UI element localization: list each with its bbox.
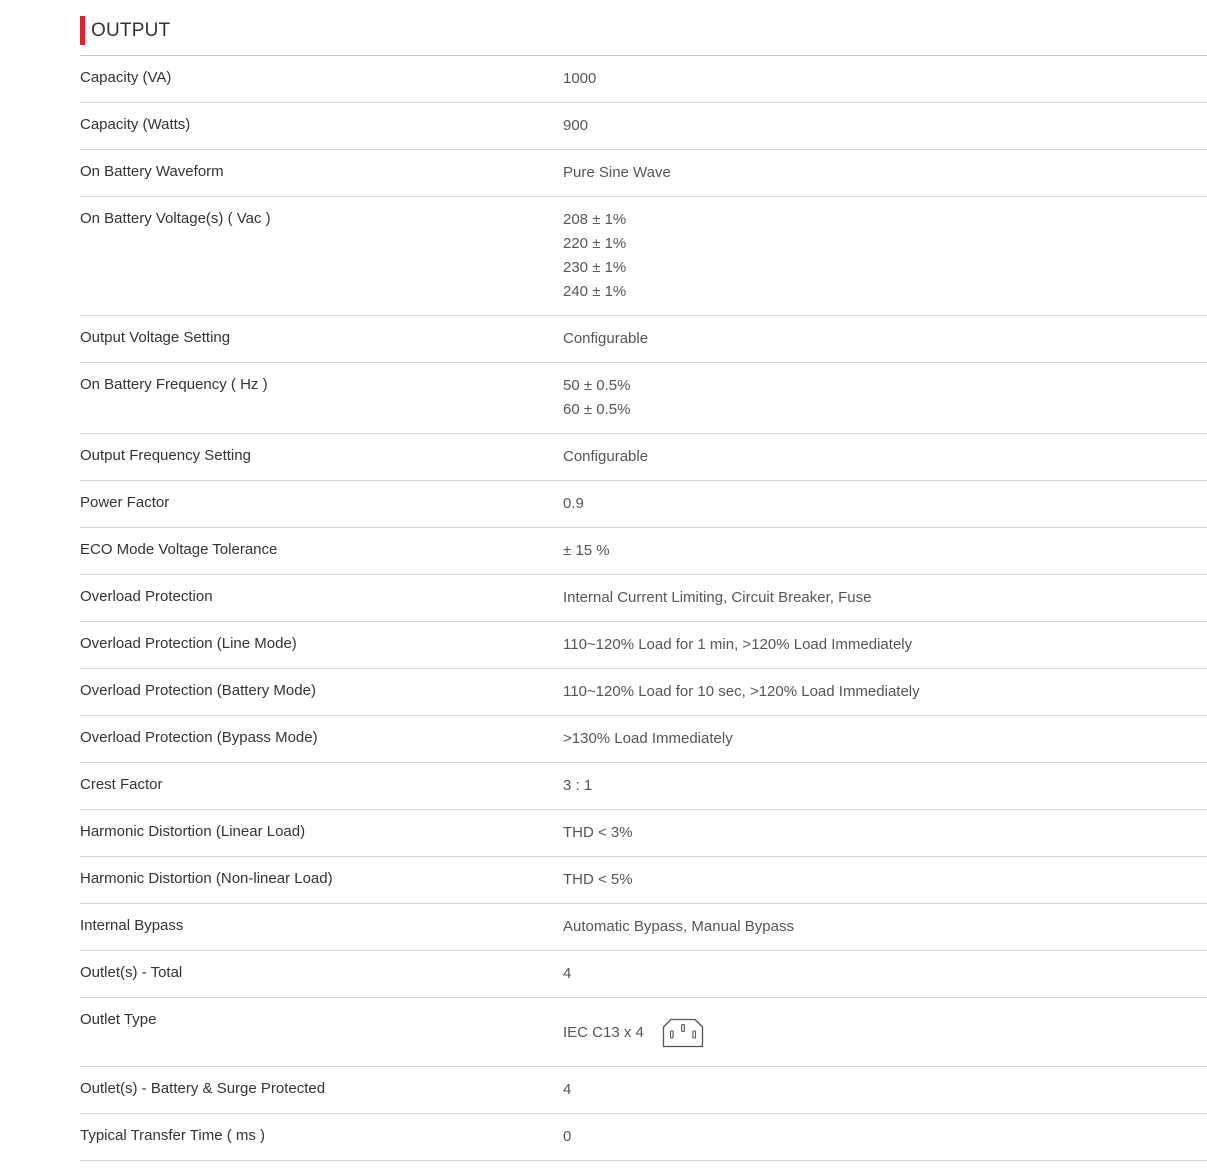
spec-row — [80, 669, 1207, 716]
section-header — [80, 0, 1207, 56]
spec-label: Overload Protection — [80, 588, 213, 605]
spec-value-line: 900 — [563, 117, 589, 134]
spec-label: Typical Transfer Time ( ms ) — [80, 1127, 266, 1144]
spec-row — [80, 575, 1207, 622]
spec-value — [563, 633, 1207, 668]
spec-label: Harmonic Distortion (Linear Load) — [80, 823, 306, 840]
iec-c13-outlet-icon — [662, 1018, 704, 1048]
spec-value-line: 60 ± 0.5% — [563, 401, 631, 418]
spec-value — [563, 1078, 1207, 1113]
spec-value — [563, 774, 1207, 809]
section-accent-bar — [80, 16, 85, 45]
spec-value — [563, 586, 1207, 621]
spec-value-line: 240 ± 1% — [563, 283, 627, 300]
spec-label: Outlet(s) - Total — [80, 964, 183, 981]
spec-value-text: IEC C13 x 4 — [563, 1024, 644, 1041]
spec-label: Outlet Type — [80, 1011, 157, 1028]
spec-value — [563, 915, 1207, 950]
spec-value-line: 110~120% Load for 10 sec, >120% Load Immediately — [563, 683, 920, 700]
spec-row — [80, 1114, 1207, 1161]
spec-value-line: Internal Current Limiting, Circuit Breaker, Fuse — [563, 589, 872, 606]
spec-row — [80, 56, 1207, 103]
spec-label: Power Factor — [80, 494, 170, 511]
spec-row — [80, 1067, 1207, 1114]
spec-value — [563, 727, 1207, 762]
spec-label: On Battery Waveform — [80, 163, 224, 180]
spec-label: On Battery Frequency ( Hz ) — [80, 376, 268, 393]
spec-value — [563, 492, 1207, 527]
spec-row — [80, 904, 1207, 951]
spec-value-line: 0 — [563, 1128, 572, 1145]
spec-value-line: 110~120% Load for 1 min, >120% Load Immediately — [563, 636, 913, 653]
spec-value — [563, 868, 1207, 903]
spec-value-line: 220 ± 1% — [563, 235, 627, 252]
outlet-type-value — [563, 1018, 1207, 1048]
spec-value-line: Automatic Bypass, Manual Bypass — [563, 918, 794, 935]
spec-value-line: 208 ± 1% — [563, 211, 627, 228]
spec-value-line: 3 : 1 — [563, 777, 593, 794]
spec-value — [563, 208, 1207, 315]
spec-row — [80, 716, 1207, 763]
spec-value-line: THD < 3% — [563, 824, 633, 841]
spec-value — [563, 1009, 1207, 1066]
spec-value — [563, 161, 1207, 196]
spec-value — [563, 327, 1207, 362]
spec-value — [563, 445, 1207, 480]
spec-value-line: Configurable — [563, 448, 649, 465]
spec-row — [80, 951, 1207, 998]
spec-table — [80, 56, 1207, 1161]
spec-value-line: Configurable — [563, 330, 649, 347]
spec-value-line: 230 ± 1% — [563, 259, 627, 276]
spec-row — [80, 481, 1207, 528]
spec-value — [563, 1125, 1207, 1160]
spec-value — [563, 962, 1207, 997]
spec-value — [563, 114, 1207, 149]
spec-label: Output Frequency Setting — [80, 447, 251, 464]
spec-label: Harmonic Distortion (Non-linear Load) — [80, 870, 333, 887]
spec-label: Overload Protection (Battery Mode) — [80, 682, 316, 699]
spec-value-line: Pure Sine Wave — [563, 164, 671, 181]
spec-row — [80, 857, 1207, 904]
spec-row — [80, 434, 1207, 481]
spec-value — [563, 821, 1207, 856]
spec-value — [563, 539, 1207, 574]
spec-row — [80, 763, 1207, 810]
spec-row — [80, 197, 1207, 316]
spec-row — [80, 810, 1207, 857]
spec-value-line: 0.9 — [563, 495, 584, 512]
spec-row — [80, 150, 1207, 197]
spec-value — [563, 680, 1207, 715]
spec-label: Capacity (Watts) — [80, 116, 191, 133]
section-title: OUTPUT — [91, 20, 171, 41]
spec-label: Overload Protection (Bypass Mode) — [80, 729, 318, 746]
spec-value-line: THD < 5% — [563, 871, 633, 888]
spec-row — [80, 363, 1207, 434]
spec-value-line: 1000 — [563, 70, 597, 87]
spec-label: Overload Protection (Line Mode) — [80, 635, 297, 652]
spec-row — [80, 622, 1207, 669]
spec-label: Crest Factor — [80, 776, 163, 793]
spec-label: Capacity (VA) — [80, 69, 172, 86]
spec-value-line: 50 ± 0.5% — [563, 377, 631, 394]
spec-label: Output Voltage Setting — [80, 329, 231, 346]
spec-value-line: ± 15 % — [563, 542, 610, 559]
spec-label: Outlet(s) - Battery & Surge Protected — [80, 1080, 326, 1097]
spec-value-line: 4 — [563, 1081, 572, 1098]
spec-row — [80, 998, 1207, 1067]
spec-label: On Battery Voltage(s) ( Vac ) — [80, 210, 271, 227]
spec-row — [80, 528, 1207, 575]
spec-label: Internal Bypass — [80, 917, 184, 934]
spec-row — [80, 103, 1207, 150]
spec-label: ECO Mode Voltage Tolerance — [80, 541, 278, 558]
spec-row — [80, 316, 1207, 363]
spec-value-line: >130% Load Immediately — [563, 730, 733, 747]
spec-value — [563, 67, 1207, 102]
output-spec-section — [80, 0, 1207, 1161]
spec-value-line: 4 — [563, 965, 572, 982]
spec-value — [563, 374, 1207, 433]
